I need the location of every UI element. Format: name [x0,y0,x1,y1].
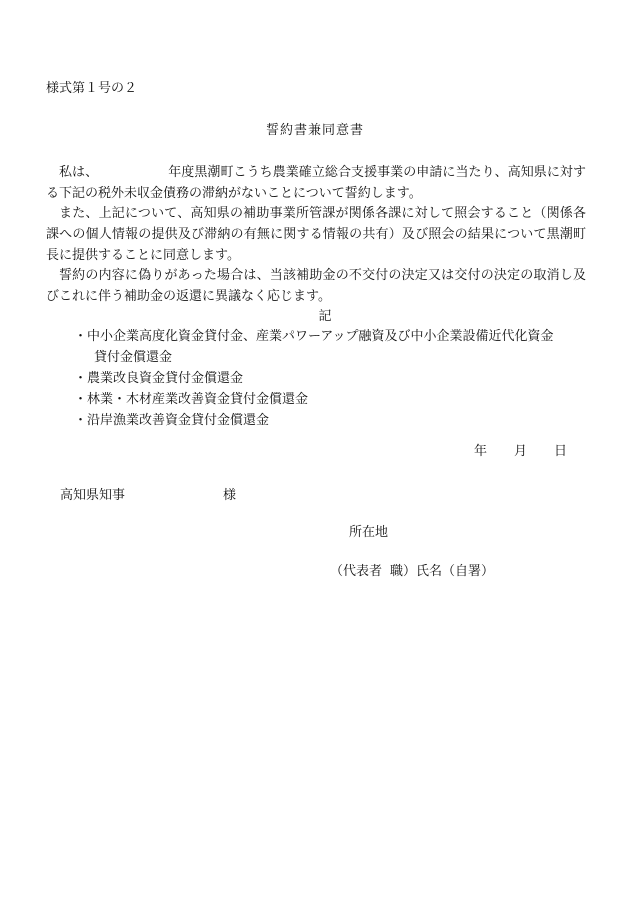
list-item-text: 中小企業高度化資金貸付金、産業パワーアップ融資及び中小企業設備近代化資金 [87,329,554,344]
document-title: 誓約書兼同意書 [265,123,364,138]
form-number: 様式第１号の２ [46,81,138,96]
location-label: 所在地 [349,525,389,540]
list-item-text: 沿岸漁業改善資金貸付金償還金 [87,413,270,428]
pledge-paragraph [46,162,586,204]
list-item [74,326,594,368]
list-item-text-continued: 貸付金償還金 [94,350,173,365]
bullet-icon: ・ [74,371,88,386]
bullet-icon: ・ [74,413,88,428]
date-day: 日 [554,444,568,459]
bullet-icon: ・ [74,392,88,407]
list-item [74,389,594,410]
consent-paragraph: また、上記について、高知県の補助事業所管課が関係各課に対して照会すること（関係各課への個人情報の提供及び滞納の有無に関する情報の共有）及び照会の結果について黒潮町長に提供することに同意します。 [46,206,586,263]
addressee-name: 高知県知事 [60,488,126,503]
list-item-text: 林業・木材産業改善資金貸付金償還金 [87,392,309,407]
date-line [474,441,567,462]
addressee-honorific: 様 [223,488,237,503]
list-item [74,410,594,431]
representative-label-end: 職）氏名（自署） [390,564,495,579]
date-month: 月 [514,444,528,459]
falsehood-paragraph: 誓約の内容に偽りがあった場合は、当該補助金の不交付の決定又は交付の決定の取消し及びこれに伴う補助金の返還に異議なく応じます。 [46,268,586,304]
list-item-text: 農業改良資金貸付金償還金 [87,371,244,386]
addressee [60,485,236,506]
bullet-icon: ・ [74,329,88,344]
pledge-paragraph-rest: 年度黒潮町こうち農業確立総合支援事業の申請に当たり、高知県に対する下記の税外未収金債務の滞納がないことについて誓約します。 [46,165,586,201]
date-year: 年 [474,444,488,459]
debt-item-list [74,326,594,431]
representative-label-start: （代表者 [330,564,383,579]
list-item [74,368,594,389]
representative-line [330,561,494,582]
pledge-paragraph-start: 私は、 [59,165,99,180]
ki-heading: 記 [318,309,332,324]
